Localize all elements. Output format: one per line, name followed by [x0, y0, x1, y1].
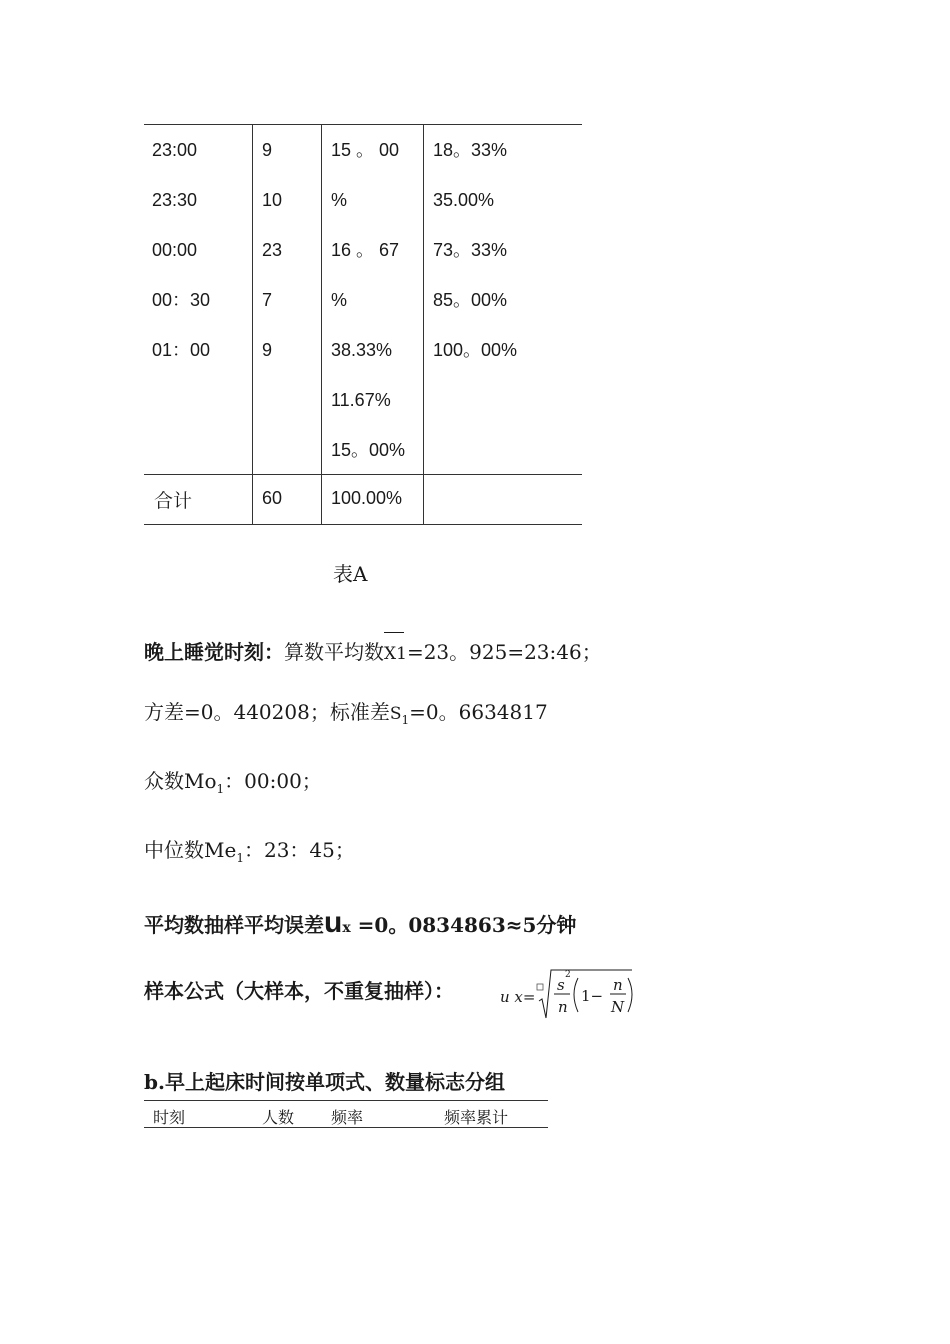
mean-symbol-x: X — [384, 644, 397, 664]
mean-symbol-sub: 1 — [396, 644, 407, 664]
overline-bar — [384, 632, 404, 633]
mean-value: =23。925=23:46； — [406, 640, 602, 664]
median-label: 中位数 — [144, 838, 204, 862]
time-cell: 00：30 — [152, 290, 211, 310]
freq-cell: % — [331, 290, 348, 310]
formula-exp: 2 — [565, 970, 571, 980]
time-cell: 23:00 — [152, 140, 198, 160]
header-count: 人数 — [262, 1108, 295, 1127]
median-line — [144, 834, 355, 865]
freq-cell: 15。00% — [331, 440, 406, 460]
table-b-top-rule — [144, 1100, 548, 1101]
formula-s: s — [557, 976, 565, 994]
sampling-error-label: 平均数抽样平均误差 — [144, 913, 324, 937]
cum-cell: 73。33% — [433, 240, 508, 260]
count-cell: 9 — [262, 340, 273, 360]
variance-text: 方差=0。440208；标准差 — [144, 700, 390, 724]
frequency-table-a — [144, 124, 582, 525]
formula-n2: n — [613, 976, 623, 994]
cumulative-column — [433, 125, 517, 375]
table-col-divider — [252, 124, 253, 525]
sampling-error-sub: x — [342, 920, 351, 936]
total-frequency: 100.00% — [331, 488, 403, 508]
median-value: ：23：45； — [243, 838, 355, 862]
mode-line — [144, 765, 322, 796]
sampling-error-value: =0。0834863≈5分钟 — [350, 913, 577, 937]
count-cell: 10 — [262, 190, 283, 210]
median-sub: 1 — [236, 851, 244, 865]
median-symbol: Me — [204, 838, 237, 862]
mode-label: 众数 — [144, 769, 184, 793]
freq-cell: 11.67% — [331, 390, 391, 410]
formula-big-n: N — [611, 998, 625, 1016]
frequency-column — [331, 125, 405, 475]
sampling-error-formula — [500, 968, 634, 1024]
time-cell: 00:00 — [152, 240, 198, 260]
formula-caption: 样本公式（大样本，不重复抽样）： — [144, 979, 454, 1003]
stddev-symbol: S — [389, 704, 402, 724]
formula-lhs: u x= — [500, 988, 536, 1006]
freq-cell: % — [331, 190, 348, 210]
cum-cell: 100。00% — [433, 340, 518, 360]
cum-cell: 85。00% — [433, 290, 508, 310]
stddev-sub: 1 — [401, 713, 410, 727]
count-cell: 9 — [262, 140, 273, 160]
sampling-error-symbol: u — [324, 906, 343, 939]
mode-sub: 1 — [216, 782, 225, 796]
header-cumulative: 频率累计 — [444, 1108, 509, 1127]
table-bottom-rule — [144, 524, 582, 525]
variance-line — [144, 696, 548, 727]
formula-n: n — [558, 998, 568, 1016]
freq-cell: 38.33% — [331, 340, 393, 360]
time-column — [152, 125, 210, 375]
mode-symbol: Mo — [184, 769, 217, 793]
mean-line — [144, 636, 602, 665]
section-b-title: b.早上起床时间按单项式、数量标志分组 — [144, 1070, 505, 1094]
total-count: 60 — [262, 488, 283, 508]
table-col-divider — [321, 124, 322, 525]
mean-symbol — [384, 644, 407, 664]
freq-cell: 16 。 67 — [331, 240, 400, 260]
cum-cell: 35.00% — [433, 190, 495, 210]
count-cell: 7 — [262, 290, 273, 310]
freq-cell: 15 。 00 — [331, 140, 400, 160]
header-time: 时刻 — [153, 1108, 186, 1127]
formula-one-minus: 1− — [581, 987, 604, 1005]
section-label: 晚上睡觉时刻： — [144, 640, 284, 664]
header-frequency: 频率 — [331, 1108, 364, 1127]
mean-label: 算数平均数 — [284, 640, 384, 664]
time-cell: 01：00 — [152, 340, 211, 360]
count-column — [262, 125, 282, 375]
count-cell: 23 — [262, 240, 283, 260]
time-cell: 23:30 — [152, 190, 198, 210]
sampling-error-line — [144, 906, 576, 940]
total-label: 合计 — [154, 491, 193, 512]
table-col-divider — [423, 124, 424, 525]
table-caption: 表A — [333, 562, 368, 586]
mode-value: ：00:00； — [224, 769, 322, 793]
cum-cell: 18。33% — [433, 140, 508, 160]
wakeup-table-header — [144, 1100, 548, 1128]
stddev-value: =0。6634817 — [409, 700, 548, 724]
